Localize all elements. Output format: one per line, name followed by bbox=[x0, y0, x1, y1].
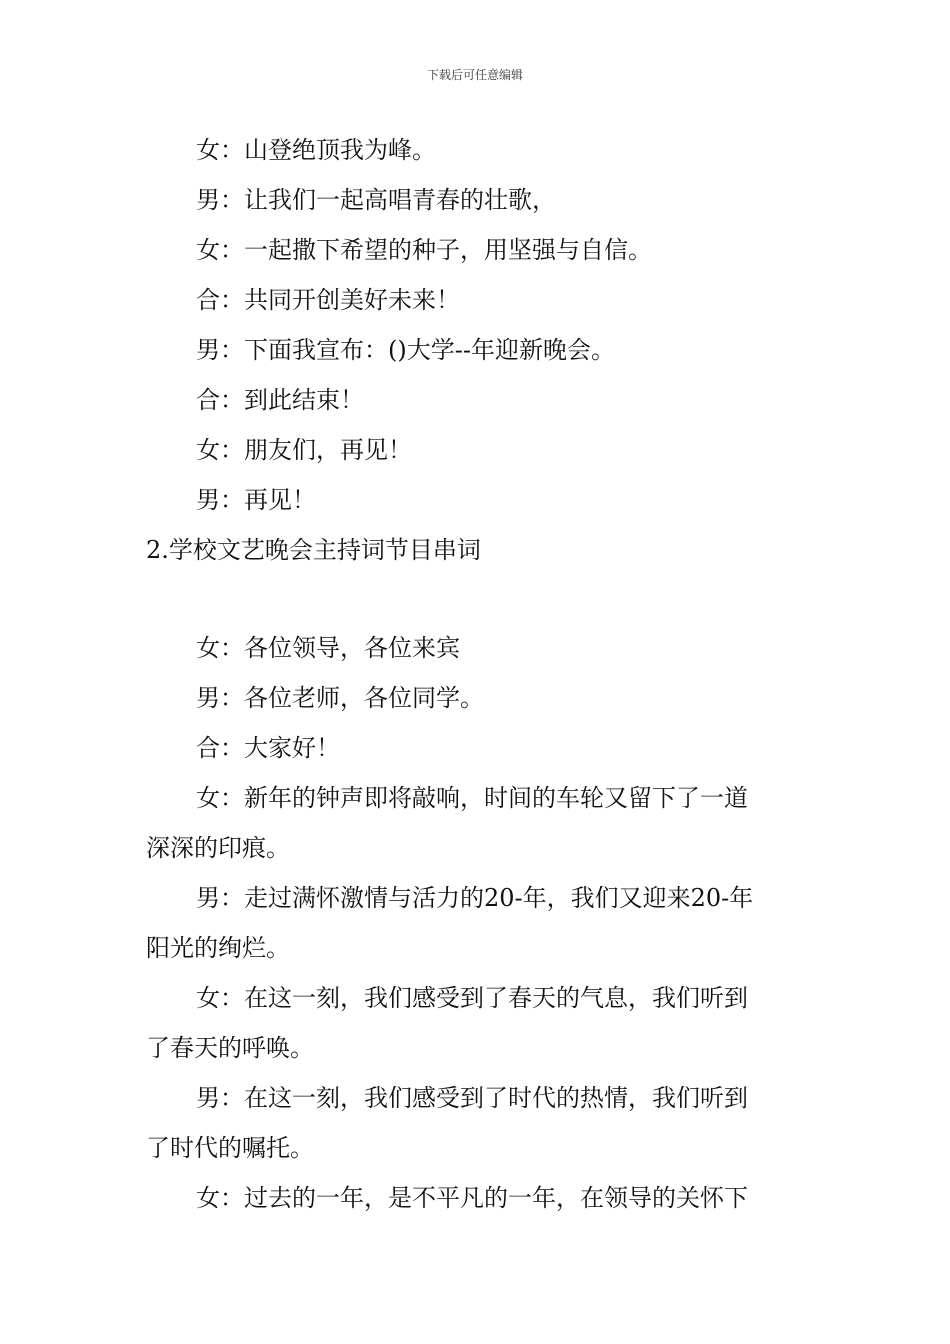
dialogue-line bbox=[196, 633, 816, 663]
paragraph-continuation: 了春天的呼唤。 bbox=[146, 1034, 314, 1062]
dialogue-line bbox=[196, 435, 816, 465]
paragraph-first-line bbox=[196, 1183, 816, 1213]
speaker-label: 女： bbox=[196, 436, 244, 464]
dialogue-line bbox=[196, 733, 816, 763]
speaker-label: 女： bbox=[196, 236, 244, 264]
line-text: 再见！ bbox=[244, 486, 316, 514]
page-header: 下载后可任意编辑 bbox=[426, 68, 523, 82]
dialogue-line bbox=[196, 185, 816, 215]
speaker-label: 男： bbox=[196, 336, 244, 364]
line-text: 到此结束！ bbox=[244, 386, 364, 414]
paragraph-continuation: 阳光的绚烂。 bbox=[146, 934, 290, 962]
dialogue-line bbox=[196, 135, 816, 165]
paragraph-first-line bbox=[196, 1083, 816, 1113]
dialogue-line bbox=[196, 683, 816, 713]
speaker-label: 男： bbox=[196, 486, 244, 514]
line-text: 在这一刻，我们感受到了春天的气息，我们听到 bbox=[244, 984, 748, 1012]
line-text: 朋友们，再见！ bbox=[244, 436, 412, 464]
dialogue-line bbox=[196, 385, 816, 415]
speaker-label: 合： bbox=[196, 734, 244, 762]
line-text: 各位领导，各位来宾 bbox=[244, 634, 460, 662]
paragraph-first-line bbox=[196, 883, 816, 913]
dialogue-line bbox=[196, 235, 816, 265]
line-text: 让我们一起高唱青春的壮歌， bbox=[244, 186, 556, 214]
dialogue-line bbox=[196, 335, 816, 365]
line-text: 一起撒下希望的种子，用坚强与自信。 bbox=[244, 236, 652, 264]
speaker-label: 女： bbox=[196, 984, 244, 1012]
line-text: 走过满怀激情与活力的20-年，我们又迎来20-年 bbox=[244, 884, 754, 912]
paragraph-continuation: 了时代的嘱托。 bbox=[146, 1134, 314, 1162]
paragraph-continuation: 深深的印痕。 bbox=[146, 834, 290, 862]
speaker-label: 合： bbox=[196, 386, 244, 414]
paragraph-first-line bbox=[196, 783, 816, 813]
dialogue-line bbox=[196, 285, 816, 315]
dialogue-line bbox=[196, 485, 816, 515]
line-text: 新年的钟声即将敲响，时间的车轮又留下了一道 bbox=[244, 784, 748, 812]
line-text: 在这一刻，我们感受到了时代的热情，我们听到 bbox=[244, 1084, 748, 1112]
line-text: 下面我宣布：()大学--年迎新晚会。 bbox=[244, 336, 615, 364]
line-text: 过去的一年，是不平凡的一年，在领导的关怀下 bbox=[244, 1184, 748, 1212]
section-title: 2.学校文艺晚会主持词节目串词 bbox=[146, 536, 481, 564]
paragraph-first-line bbox=[196, 983, 816, 1013]
speaker-label: 女： bbox=[196, 136, 244, 164]
speaker-label: 男： bbox=[196, 186, 244, 214]
speaker-label: 男： bbox=[196, 884, 244, 912]
speaker-label: 男： bbox=[196, 684, 244, 712]
speaker-label: 女： bbox=[196, 784, 244, 812]
line-text: 各位老师，各位同学。 bbox=[244, 684, 484, 712]
speaker-label: 合： bbox=[196, 286, 244, 314]
line-text: 山登绝顶我为峰。 bbox=[244, 136, 436, 164]
speaker-label: 男： bbox=[196, 1084, 244, 1112]
speaker-label: 女： bbox=[196, 634, 244, 662]
speaker-label: 女： bbox=[196, 1184, 244, 1212]
line-text: 共同开创美好未来！ bbox=[244, 286, 460, 314]
line-text: 大家好！ bbox=[244, 734, 340, 762]
